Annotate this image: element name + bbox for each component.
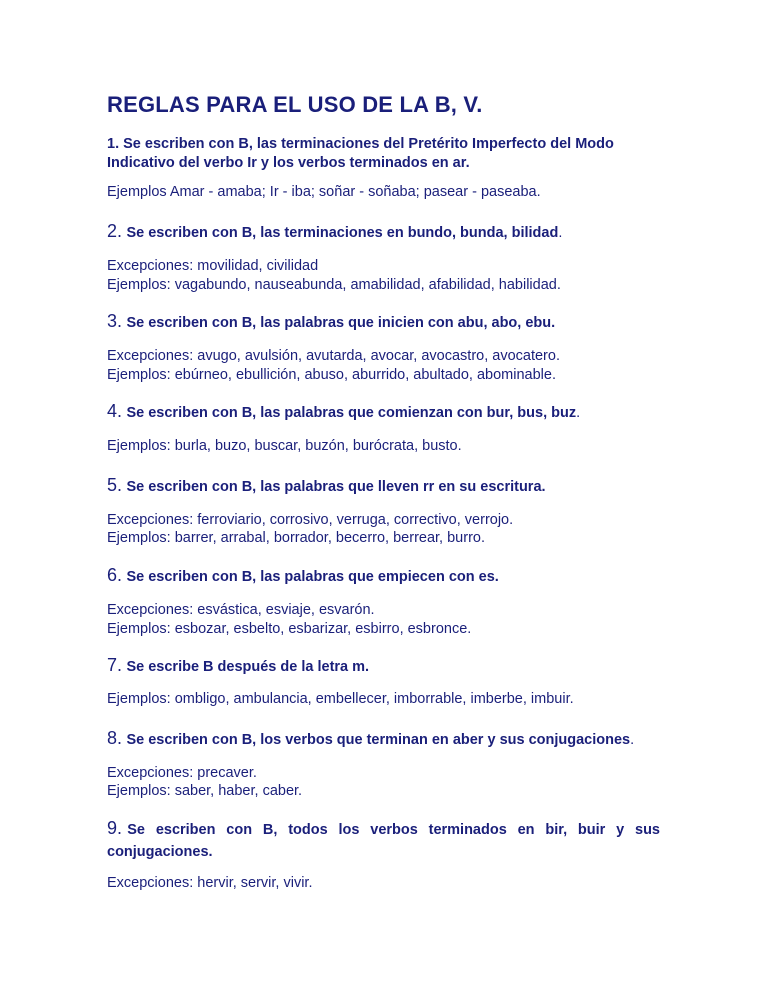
rule-7-examples: Ejemplos: ombligo, ambulancia, embellecer, imborrable, imberbe, imbuir. [107,691,574,707]
rule-2-examples: Ejemplos: vagabundo, nauseabunda, amabilidad, afabilidad, habilidad. [107,277,561,293]
rule-text: Se escriben con B, las terminaciones en bundo, bunda, bilidad [126,225,559,241]
rule-trail: . [558,225,563,241]
rule-3-examples: Ejemplos: ebúrneo, ebullición, abuso, aburrido, abultado, abominable. [107,367,556,383]
rule-text: Se escriben con B, las palabras que lleven rr en su escritura. [126,479,546,495]
rule-text: Se escriben con B, las palabras que comienzan con bur, bus, buz [126,405,577,421]
rule-number: 4. [107,401,123,421]
rule-trail: . [576,405,581,421]
rule-5-examples: Ejemplos: barrer, arrabal, borrador, becerro, berrear, burro. [107,530,485,546]
rule-8-exceptions: Excepciones: precaver. [107,765,257,781]
rule-8-examples: Ejemplos: saber, haber, caber. [107,783,303,799]
rule-3-exceptions: Excepciones: avugo, avulsión, avutarda, avocar, avocastro, avocatero. [107,348,560,364]
rule-7-heading [107,654,369,678]
page-title: REGLAS PARA EL USO DE LA B, V. [107,92,483,117]
rule-3-heading [107,310,555,334]
rule-number: 7. [107,655,123,675]
rule-4-examples: Ejemplos: burla, buzo, buscar, buzón, burócrata, busto. [107,438,462,454]
rule-1-heading: 1. Se escriben con B, las terminaciones del Pretérito Imperfecto del Modo Indicativo del verbo Ir y los verbos terminados en ar. [107,136,614,171]
rule-5-heading [107,474,546,498]
rule-number: 9. [107,818,123,838]
rule-1-examples: Ejemplos Amar - amaba; Ir - iba; soñar - soñaba; pasear - paseaba. [107,184,541,200]
rule-trail: . [630,732,635,748]
rule-2-exceptions: Excepciones: movilidad, civilidad [107,258,319,274]
rule-number: 6. [107,565,123,585]
rule-text: Se escribe B después de la letra m. [126,659,370,675]
rule-8-heading [107,727,634,751]
rule-number: 5. [107,475,123,495]
rule-text: Se escriben con B, todos los verbos terminados en bir, buir y sus conjugaciones. [107,822,660,860]
rule-number: 8. [107,728,123,748]
rule-9-heading [107,818,660,863]
rule-number: 2. [107,221,123,241]
rule-6-heading [107,564,499,588]
rule-text: Se escriben con B, los verbos que terminan en aber y sus conjugaciones [126,732,631,748]
rule-number: 3. [107,311,123,331]
rule-6-exceptions: Excepciones: esvástica, esviaje, esvarón. [107,602,375,618]
rule-9-exceptions: Excepciones: hervir, servir, vivir. [107,875,313,891]
rule-5-exceptions: Excepciones: ferroviario, corrosivo, verruga, correctivo, verrojo. [107,512,514,528]
rule-2-heading [107,220,562,244]
rule-text: Se escriben con B, las palabras que empiecen con es. [126,569,499,585]
rule-text: Se escriben con B, las palabras que inicien con abu, abo, ebu. [126,315,556,331]
rule-4-heading [107,400,580,424]
rule-6-examples: Ejemplos: esbozar, esbelto, esbarizar, esbirro, esbronce. [107,621,472,637]
